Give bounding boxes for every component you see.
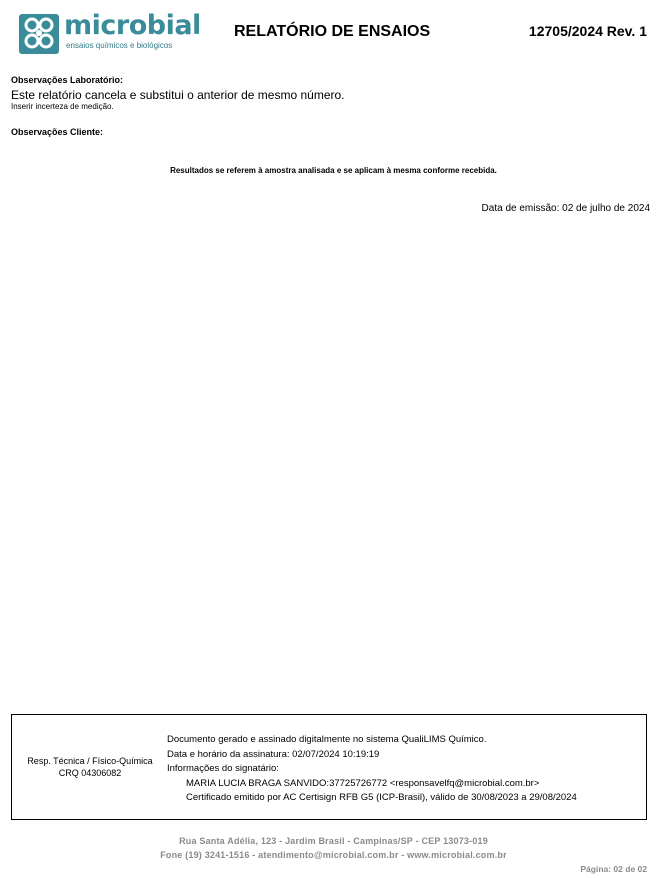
report-title: RELATÓRIO DE ENSAIOS [234,23,431,40]
footer-address: Rua Santa Adélia, 123 - Jardim Brasil - Campinas/SP - CEP 13073-019 [179,836,488,846]
lab-observations-text: Este relatório cancela e substitui o anterior de mesmo número. [11,88,345,102]
digital-signature-info [167,733,577,806]
signer-name-email: MARIA LUCIA BRAGA SANVIDO:37725726772 <responsavelfq@microbial.com.br> [186,777,540,789]
footer-contact: Fone (19) 3241-1516 - atendimento@microbial.com.br - www.microbial.com.br [160,850,507,860]
results-disclaimer: Resultados se referem à amostra analisada e se aplicam à mesma conforme recebida. [170,166,497,175]
report-number: 12705/2024 Rev. 1 [528,23,647,39]
responsible-registration: CRQ 04306082 [58,768,122,778]
lab-observations-label: Observações Laboratório: [11,75,124,85]
signature-box [11,714,647,820]
signature-datetime: Data e horário da assinatura: 02/07/2024 10:19:19 [167,748,380,760]
company-logo [19,10,201,56]
emission-date: Data de emissão: 02 de julho de 2024 [481,203,650,214]
signer-info-label: Informações do signatário: [167,763,279,774]
lab-observations-note: Inserir incerteza de medição. [11,102,114,111]
logo-wordmark: microbial [64,10,201,41]
microbial-logo-icon [19,14,59,54]
client-observations-label: Observações Cliente: [11,127,104,137]
signature-system-line: Documento gerado e assinado digitalmente no sistema QualiLIMS Químico. [167,734,487,745]
responsible-role: Resp. Técnica / Físico-Química [27,756,153,766]
responsible-technician [12,755,168,779]
logo-tagline: ensaios químicos e biológicos [66,41,173,50]
certificate-info: Certificado emitido por AC Certisign RFB G5 (ICP-Brasil), válido de 30/08/2023 a 29/08/2024 [186,792,577,803]
page-number: Página: 02 de 02 [580,864,647,874]
